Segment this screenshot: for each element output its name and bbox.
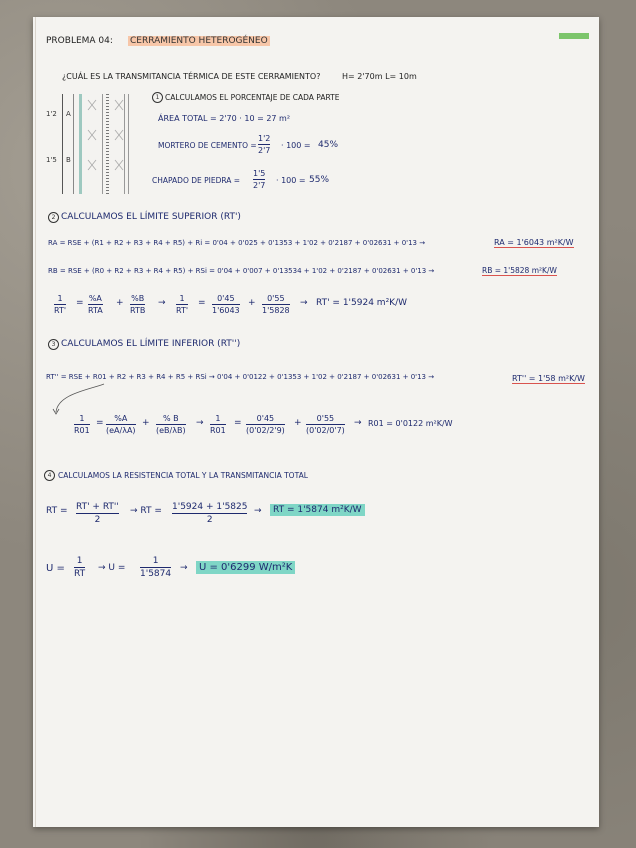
eq-inv-den: RT': [176, 306, 189, 315]
wall-layer: [79, 94, 82, 194]
rt-arrow: → RT =: [130, 506, 162, 516]
pb-den: (eB/λB): [156, 426, 186, 435]
rt2-result: RT'' = 1'58 m²K/W: [512, 374, 585, 383]
rt-vals-num: 1'5924 + 1'5825: [172, 502, 248, 512]
mortero-num: 1'2: [258, 134, 271, 143]
fraction-bar: [253, 179, 265, 180]
dim-a: 1'2: [46, 110, 57, 118]
area-total: ÁREA TOTAL = 2'70 · 10 = 27 m²: [158, 114, 291, 123]
equals-sign: =: [234, 418, 242, 428]
arrow: →: [180, 563, 188, 573]
u-result: U = 0'6299 W/m²K: [196, 561, 295, 574]
fraction-bar: [246, 424, 285, 425]
fraction-bar: [76, 513, 119, 514]
pa-den: (eA/λA): [106, 426, 136, 435]
chapado-den: 2'7: [253, 181, 266, 190]
fraction-bar: [130, 304, 145, 305]
r01-left-num: 1: [79, 414, 85, 423]
fraction-bar: [210, 424, 226, 425]
u-num: 1: [76, 556, 83, 566]
mortero-tail: · 100 =: [281, 141, 311, 150]
label-a: A: [66, 110, 71, 118]
step2-title: CALCULAMOS EL LÍMITE SUPERIOR (RT'): [61, 212, 241, 222]
label-b: B: [66, 156, 71, 164]
pa-num: %A: [114, 414, 128, 423]
plus-sign: +: [142, 418, 150, 428]
val-b-den: 1'5828: [262, 306, 290, 315]
eq-a-den: RTA: [88, 306, 103, 315]
rt1-result: RT' = 1'5924 m²K/W: [316, 298, 408, 308]
dim-line: [62, 94, 63, 194]
val-b-num: 0'55: [267, 294, 285, 303]
rt-label: RT =: [46, 506, 68, 516]
step4-title: CALCULAMOS LA RESISTENCIA TOTAL Y LA TRANSMITANCIA TOTAL: [58, 471, 308, 480]
r01-result: R01 = 0'0122 m²K/W: [368, 419, 453, 428]
fraction-bar: [74, 567, 85, 568]
chapado-label: CHAPADO DE PIEDRA =: [152, 176, 241, 185]
plus-sign: +: [294, 418, 302, 428]
val-a-den: 1'6043: [212, 306, 240, 315]
step3-number: 3: [48, 339, 59, 350]
fraction-bar: [88, 304, 103, 305]
rt-den: 2: [94, 515, 101, 525]
step2-number: 2: [48, 212, 59, 223]
step1-number: 1: [152, 92, 163, 103]
eq-b-den: RTB: [130, 306, 146, 315]
arrow: →: [300, 298, 308, 308]
v2-den: (0'02/0'7): [306, 426, 345, 435]
fraction-bar: [172, 513, 247, 514]
fraction-bar: [140, 567, 171, 568]
step3-title: CALCULAMOS EL LÍMITE INFERIOR (RT''): [61, 339, 241, 349]
v1-den: (0'02/2'9): [246, 426, 285, 435]
u-arrow: → U =: [98, 563, 126, 573]
arrow: →: [254, 506, 262, 516]
u-vals-num: 1: [152, 556, 159, 566]
rb-formula: RB = RSE + (R0 + R2 + R3 + R4 + R5) + RSi = 0'04 + 0'007 + 0'13534 + 1'02 + 0'2187 + 0'02631 + 0'13 →: [48, 267, 435, 275]
mortero-label: MORTERO DE CEMENTO =: [158, 141, 257, 150]
plus-sign: +: [248, 298, 256, 308]
dim-b: 1'5: [46, 156, 57, 164]
chapado-num: 1'5: [253, 169, 266, 178]
rb-result: RB = 1'5828 m²K/W: [482, 266, 557, 275]
problem-title: CERRAMIENTO HETEROGÉNEO: [130, 36, 268, 46]
eq-left-den: RT': [54, 306, 67, 315]
fraction-bar: [156, 424, 186, 425]
step1-title: CALCULAMOS EL PORCENTAJE DE CADA PARTE: [165, 93, 340, 102]
ra-result: RA = 1'6043 m²K/W: [494, 238, 574, 247]
arrow: →: [354, 418, 362, 428]
eq-b-num: %B: [131, 294, 145, 303]
question: ¿CUÁL ES LA TRANSMITANCIA TÉRMICA DE ESTE CERRAMIENTO?: [62, 72, 321, 81]
ra-formula: RA = RSE + (R1 + R2 + R3 + R4 + R5) + Ri = 0'04 + 0'025 + 0'1353 + 1'02 + 0'2187 + 0'02631 + 0'13 →: [48, 239, 426, 247]
wall-layer: [73, 94, 74, 194]
green-tab: [559, 33, 589, 39]
problem-label: PROBLEMA 04:: [46, 36, 113, 46]
r01-left-den: R01: [74, 426, 90, 435]
chapado-tail: · 100 =: [276, 176, 306, 185]
step4-number: 4: [44, 470, 55, 481]
plus-sign: +: [116, 298, 124, 308]
equals-sign: =: [96, 418, 104, 428]
rt-vals-den: 2: [206, 515, 213, 525]
fraction-bar: [262, 304, 290, 305]
eq-left-num: 1: [57, 294, 63, 303]
mortero-den: 2'7: [258, 146, 271, 155]
chapado-result: 55%: [309, 175, 330, 185]
u-den: RT: [74, 569, 86, 579]
link-arrow: [48, 382, 118, 418]
arrow: →: [158, 298, 166, 308]
fraction-bar: [54, 304, 66, 305]
fraction-bar: [212, 304, 240, 305]
fraction-bar: [176, 304, 188, 305]
rt2-formula: RT'' = RSE + R01 + R2 + R3 + R4 + R5 + RSi → 0'04 + 0'0122 + 0'1353 + 1'02 + 0'2187 + 0'02631 + 0'13 →: [46, 373, 435, 381]
page-margin: [35, 17, 36, 827]
inv-num: 1: [215, 414, 221, 423]
fraction-bar: [258, 144, 270, 145]
eq-inv-num: 1: [179, 294, 185, 303]
rt-num: RT' + RT'': [76, 502, 119, 512]
rt-result: RT = 1'5874 m²K/W: [270, 504, 365, 516]
fraction-bar: [74, 424, 90, 425]
v1-num: 0'45: [256, 414, 275, 423]
mortero-result: 45%: [318, 140, 339, 150]
given-data: H= 2'70m L= 10m: [342, 72, 417, 81]
equals-sign: =: [76, 298, 84, 308]
v2-num: 0'55: [316, 414, 335, 423]
insulation-marks: [85, 94, 130, 194]
arrow: →: [196, 418, 204, 428]
fraction-bar: [306, 424, 345, 425]
inv-den: R01: [210, 426, 226, 435]
eq-a-num: %A: [88, 294, 102, 303]
val-a-num: 0'45: [217, 294, 235, 303]
u-vals-den: 1'5874: [140, 569, 172, 579]
equals-sign: =: [198, 298, 206, 308]
pb-num: % B: [162, 414, 179, 423]
fraction-bar: [106, 424, 136, 425]
u-label: U =: [46, 563, 65, 574]
